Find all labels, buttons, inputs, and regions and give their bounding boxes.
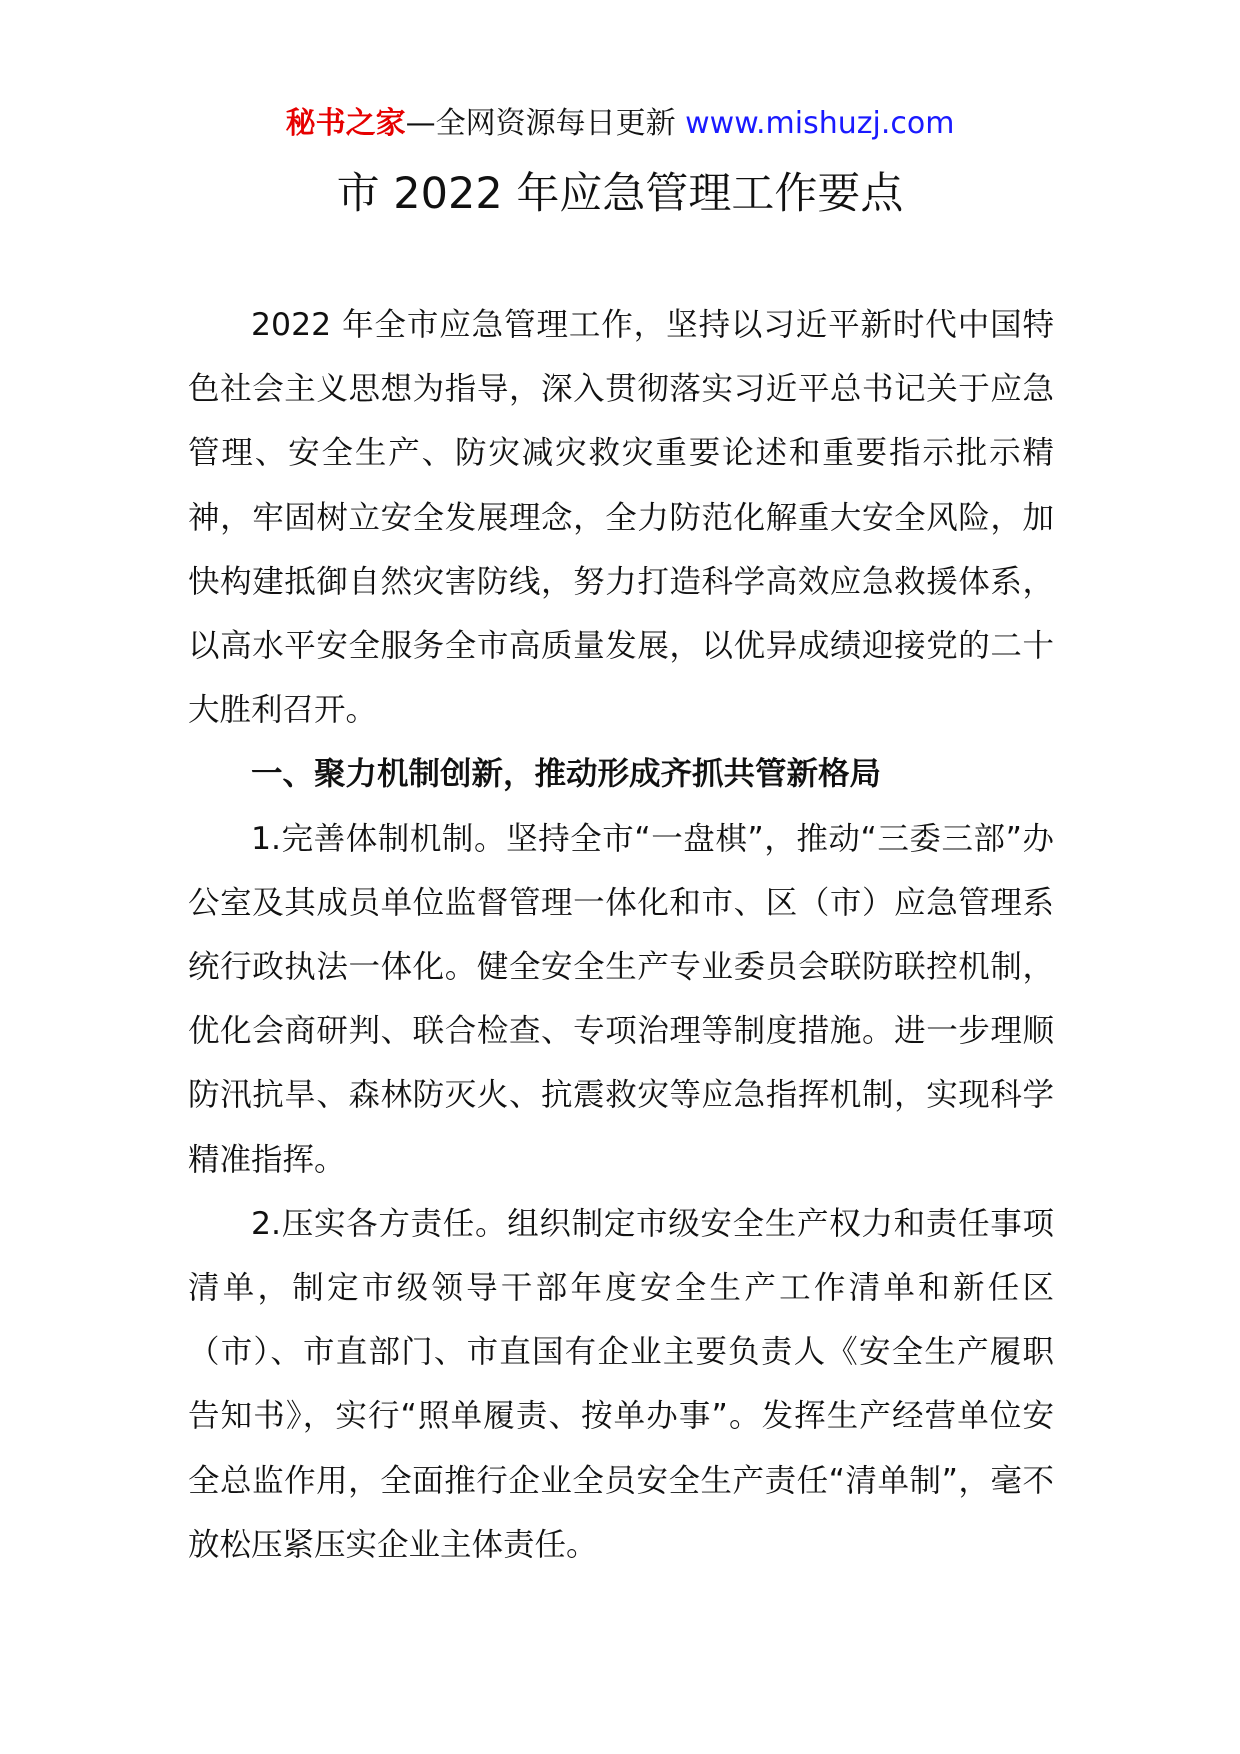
intro-paragraph: 2022 年全市应急管理工作，坚持以习近平新时代中国特色社会主义思想为指导，深入贯彻落实习近平总书记关于应急管理、安全生产、防灾减灾救灾重要论述和重要指示批示精神，牢固树立安全发展理念，全力防范化解重大安全风险，加快构建抵御自然灾害防线，努力打造科学高效应急救援体系，以高水平安全服务全市高质量发展，以优异成绩迎接党的二十大胜利召开。 [188,307,1054,729]
item-paragraph-2: 2.压实各方责任。组织制定市级安全生产权力和责任事项清单，制定市级领导干部年度安全生产工作清单和新任区（市）、市直部门、市直国有企业主要负责人《安全生产履职告知书》，实行“照单履责、按单办事”。发挥生产经营单位安全总监作用，全面推行企业全员安全生产责任“清单制”，毫不放松压紧压实企业主体责任。 [188,1205,1054,1563]
site-header [0,104,1240,144]
header-tagline: —全网资源每日更新 [405,106,676,141]
document-title: 市 2022 年应急管理工作要点 [336,169,904,219]
document-body [188,293,1054,1577]
item-paragraph-1: 1.完善体制机制。坚持全市“一盘棋”，推动“三委三部”办公室及其成员单位监督管理一体化和市、区（市）应急管理系统行政执法一体化。健全安全生产专业委员会联防联控机制，优化会商研判、联合检查、专项治理等制度措施。进一步理顺防汛抗旱、森林防灭火、抗震救灾等应急指挥机制，实现科学精准指挥。 [188,820,1054,1178]
section-heading: 一、聚力机制创新，推动形成齐抓共管新格局 [251,756,882,793]
site-url-link[interactable]: www.mishuzj.com [685,106,955,141]
brand-name: 秘书之家 [285,106,406,141]
